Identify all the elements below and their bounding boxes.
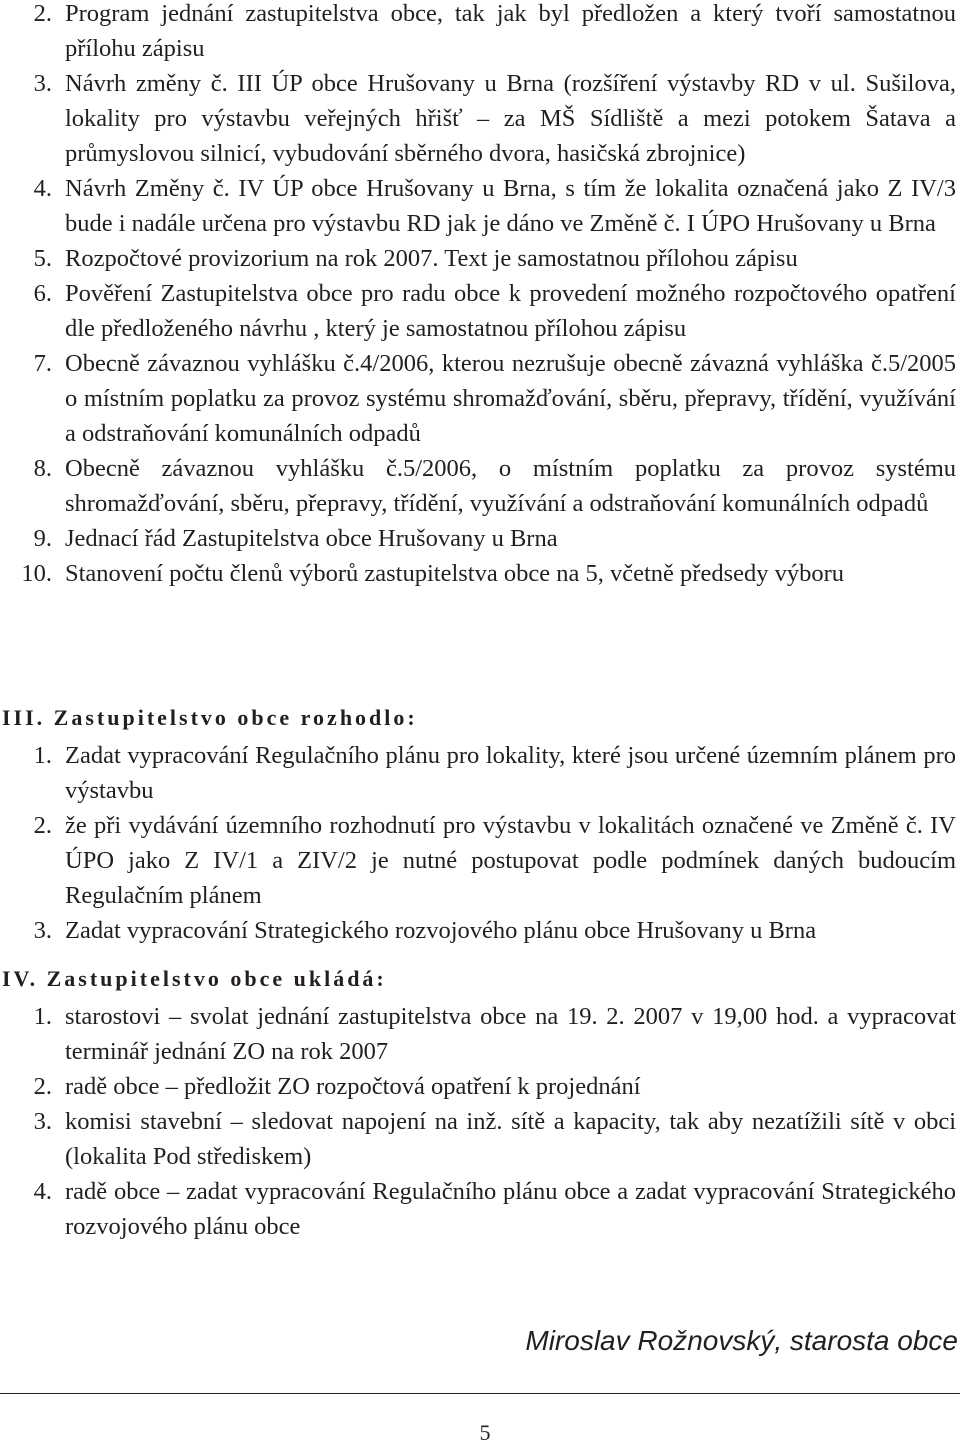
item-number: 3. — [33, 917, 52, 944]
item-number: 4. — [33, 175, 52, 202]
list-item — [0, 913, 958, 948]
item-number: 6. — [33, 280, 52, 307]
item-text: Obecně závaznou vyhlášku č.5/2006, o místním poplatku za provoz systému shromažďování, sběru, přepravy, třídění, využívání a odstraňování komunálních odpadů — [65, 455, 956, 517]
list-item — [0, 0, 958, 66]
item-text: Program jednání zastupitelstva obce, tak jak byl předložen a který tvoří samostatnou přílohu zápisu — [65, 0, 956, 62]
page-number: 5 — [479, 1420, 491, 1445]
list-item — [0, 556, 958, 591]
item-text: Zadat vypracování Strategického rozvojového plánu obce Hrušovany u Brna — [65, 917, 817, 944]
item-number: 10. — [21, 560, 52, 587]
list-item — [0, 738, 958, 808]
item-number: 3. — [33, 1108, 52, 1135]
list-item — [0, 521, 958, 556]
item-number: 5. — [33, 245, 52, 272]
item-number: 8. — [33, 455, 52, 482]
item-number: 2. — [33, 0, 52, 27]
list-item — [0, 66, 958, 171]
list-item — [0, 1069, 958, 1104]
section-ii-list — [0, 0, 958, 591]
item-number: 1. — [33, 1003, 52, 1030]
list-item — [0, 171, 958, 241]
item-text: Pověření Zastupitelstva obce pro radu obce k provedení možného rozpočtového opatření dle předloženého návrhu , který je samostatnou přílohou zápisu — [65, 280, 956, 342]
item-number: 1. — [33, 742, 52, 769]
section-iii-list — [0, 738, 958, 948]
item-text: radě obce – zadat vypracování Regulačního plánu obce a zadat vypracování Strategického rozvojového plánu obce — [65, 1178, 956, 1240]
list-item — [0, 276, 958, 346]
section-iii-heading: III. Zastupitelstvo obce rozhodlo: — [2, 705, 418, 730]
list-item — [0, 1104, 958, 1174]
item-number: 7. — [33, 350, 52, 377]
item-text: komisi stavební – sledovat napojení na inž. sítě a kapacity, tak aby nezatížili sítě v obci (lokalita Pod střediskem) — [65, 1108, 956, 1170]
item-text: radě obce – předložit ZO rozpočtová opatření k projednání — [65, 1073, 641, 1100]
list-item — [0, 999, 958, 1069]
item-text: Stanovení počtu členů výborů zastupitelstva obce na 5, včetně předsedy výboru — [65, 560, 845, 587]
item-text: starostovi – svolat jednání zastupitelstva obce na 19. 2. 2007 v 19,00 hod. a vypracovat terminář jednání ZO na rok 2007 — [65, 1003, 956, 1065]
item-text: Návrh změny č. III ÚP obce Hrušovany u Brna (rozšíření výstavby RD v ul. Sušilova, lokality pro výstavbu veřejných hřišť – za MŠ Sídliště a mezi potokem Šatava a průmyslovou silnicí, vybudování sběrného dvora, hasičská zbrojnice) — [65, 70, 956, 167]
item-number: 9. — [33, 525, 52, 552]
item-text: že při vydávání územního rozhodnutí pro výstavbu v lokalitách označené ve Změně č. IV ÚPO jako Z IV/1 a ZIV/2 je nutné postupovat podle podmínek daných budoucím Regulačním plánem — [65, 812, 956, 909]
item-text: Obecně závaznou vyhlášku č.4/2006, kterou nezrušuje obecně závazná vyhláška č.5/2005 o místním poplatku za provoz systému shromažďování, sběru, přepravy, třídění, využívání a odstraňování komunálních odpadů — [65, 350, 956, 447]
list-item — [0, 451, 958, 521]
item-text: Návrh Změny č. IV ÚP obce Hrušovany u Brna, s tím že lokalita označená jako Z IV/3 bude i nadále určena pro výstavbu RD jak je dáno ve Změně č. I ÚPO Hrušovany u Brna — [65, 175, 956, 237]
section-iv-list — [0, 999, 958, 1244]
item-number: 2. — [33, 1073, 52, 1100]
item-number: 3. — [33, 70, 52, 97]
list-item — [0, 1174, 958, 1244]
signature: Miroslav Rožnovský, starosta obce — [525, 1325, 958, 1356]
item-text: Jednací řád Zastupitelstva obce Hrušovany u Brna — [65, 525, 558, 552]
item-number: 2. — [33, 812, 52, 839]
list-item — [0, 346, 958, 451]
item-text: Rozpočtové provizorium na rok 2007. Text je samostatnou přílohou zápisu — [65, 245, 798, 272]
list-item — [0, 241, 958, 276]
item-text: Zadat vypracování Regulačního plánu pro lokality, které jsou určené územním plánem pro výstavbu — [65, 742, 956, 804]
section-iv-heading: IV. Zastupitelstvo obce ukládá: — [2, 966, 387, 991]
list-item — [0, 808, 958, 913]
item-number: 4. — [33, 1178, 52, 1205]
signature-divider — [0, 1393, 960, 1394]
